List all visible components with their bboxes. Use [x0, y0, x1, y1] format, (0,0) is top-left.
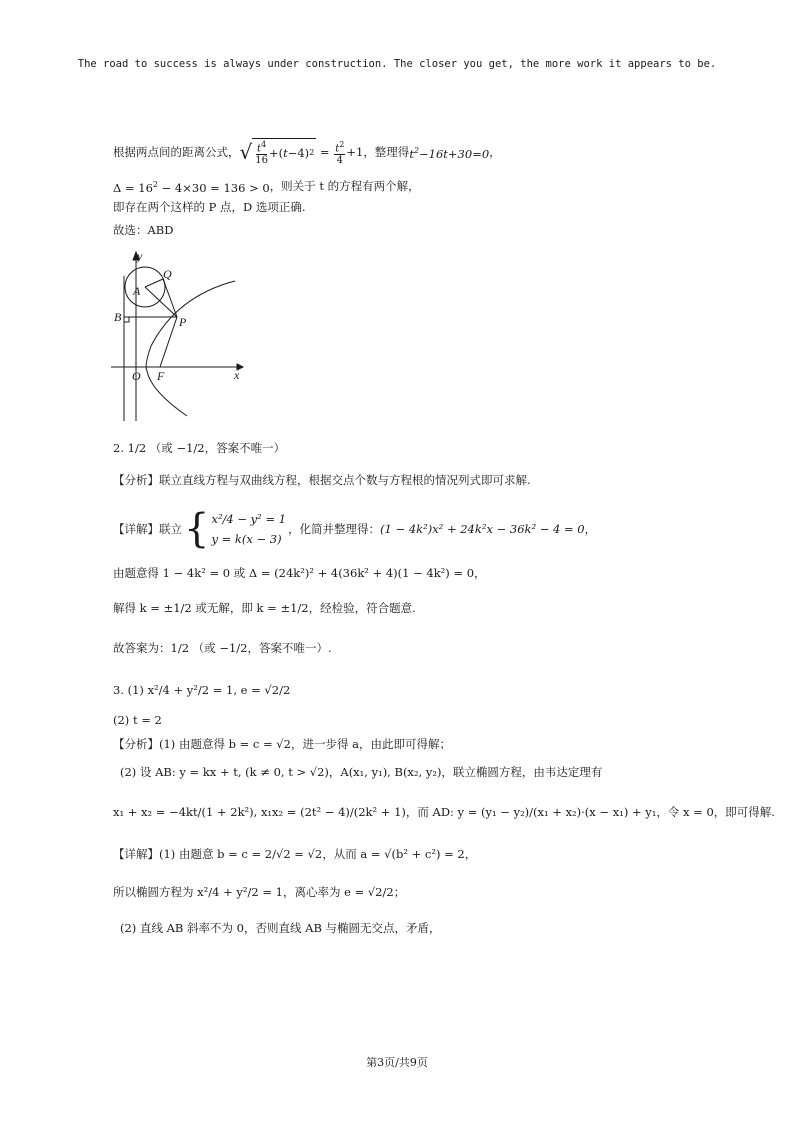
label-p: P: [179, 315, 187, 329]
q3-detail-1: 【详解】(1) 由题意 b = c = 2/√2 = √2，从而 a = √(b² + c²) = 2，: [113, 847, 477, 861]
text-line-1: [113, 138, 753, 166]
text-segment: ，: [584, 522, 597, 536]
q2-analysis: 【分析】联立直线方程与双曲线方程，根据交点个数与方程根的情况列式即可求解.: [113, 473, 531, 487]
q3-detail-3: (2) 直线 AB 斜率不为 0，否则直线 AB 与椭圆无交点，矛盾，: [120, 921, 441, 935]
geometry-figure: [107, 246, 247, 426]
text-line-2: [113, 177, 753, 196]
equation-quadratic: $t^2-16t+30=0$: [409, 145, 490, 161]
q3-analysis-3: x₁ + x₂ = −4kt/(1 + 2k²), x₁x₂ = (2t² − 4)/(2k² + 1)，而 AD: y = (y₁ − y₂)/(x₁ + x₂)·(x − x₁) + y₁，令 x = 0，即可得解.: [113, 805, 775, 819]
text-segment: 根据两点间的距离公式，: [113, 145, 240, 160]
system-eq-2: y = k(x − 3): [211, 532, 282, 546]
text-segment: ，化简并整理得：: [288, 522, 381, 536]
segment-pf: [160, 317, 177, 367]
segment-qp: [163, 279, 177, 317]
q3-analysis-2: (2) 设 AB: y = kx + t, (k ≠ 0, t > √2)，A(x₁, y₁), B(x₂, y₂)，联立椭圆方程，由韦达定理有: [120, 765, 603, 779]
q2-head: 2. 1/2 （或 −1/2，答案不唯一）: [113, 441, 286, 455]
label-y: y: [137, 249, 143, 263]
label-x: x: [234, 368, 240, 382]
text-line-4: 故选：ABD: [113, 223, 174, 237]
text-segment: ，整理得: [363, 145, 410, 160]
label-o: O: [132, 369, 141, 383]
equation-system: { x²/4 − y² = 1 y = k(x − 3): [184, 506, 287, 552]
segment-aq: [145, 279, 163, 287]
equation-discriminant: $\Delta = 16^2 - 4\times 30 = 136 > 0$: [113, 180, 270, 195]
q3-part-2: (2) t = 2: [113, 713, 162, 727]
q2-line-5: 故答案为：1/2 （或 −1/2，答案不唯一）.: [113, 641, 332, 655]
text-segment: ，: [489, 145, 501, 160]
label-f: F: [157, 369, 165, 383]
label-b: B: [114, 310, 122, 324]
q2-line-3: 由题意得 1 − 4k² = 0 或 Δ = (24k²)² + 4(36k² + 4)(1 − 4k²) = 0，: [113, 566, 486, 580]
text-line-3: 即存在两个这样的 P 点，D 选项正确.: [113, 200, 306, 214]
page-number: 第3页/共9页: [366, 1056, 428, 1069]
q2-line-4: 解得 k = ±1/2 或无解，即 k = ±1/2，经检验，符合题意.: [113, 601, 416, 615]
system-eq-1: x²/4 − y² = 1: [211, 512, 287, 526]
text-segment: ，则关于 t 的方程有两个解，: [269, 179, 420, 194]
q3-analysis-1: 【分析】(1) 由题意得 b = c = √2，进一步得 a，由此即可得解；: [113, 737, 451, 751]
segment-ap: [145, 287, 177, 317]
text-segment: 【详解】联立: [113, 522, 182, 536]
q3-detail-2: 所以椭圆方程为 x²/4 + y²/2 = 1，离心率为 e = √2/2；: [113, 885, 406, 899]
label-a: A: [133, 284, 141, 298]
label-q: Q: [163, 267, 172, 281]
q2-detail: [113, 506, 753, 552]
right-angle-mark: [124, 317, 129, 322]
header-quote: The road to success is always under construction. The closer you get, the more work it appears to be.: [77, 58, 717, 70]
equation-quadratic-k: (1 − 4k²)x² + 24k²x − 36k² − 4 = 0: [380, 522, 585, 536]
q3-head: 3. (1) x²/4 + y²/2 = 1, e = √2/2: [113, 683, 291, 697]
equation-distance: √ $\frac{t^4}{16}$ +( t −4) 2 = $\frac{t^2}{4}$ +1: [239, 139, 364, 167]
